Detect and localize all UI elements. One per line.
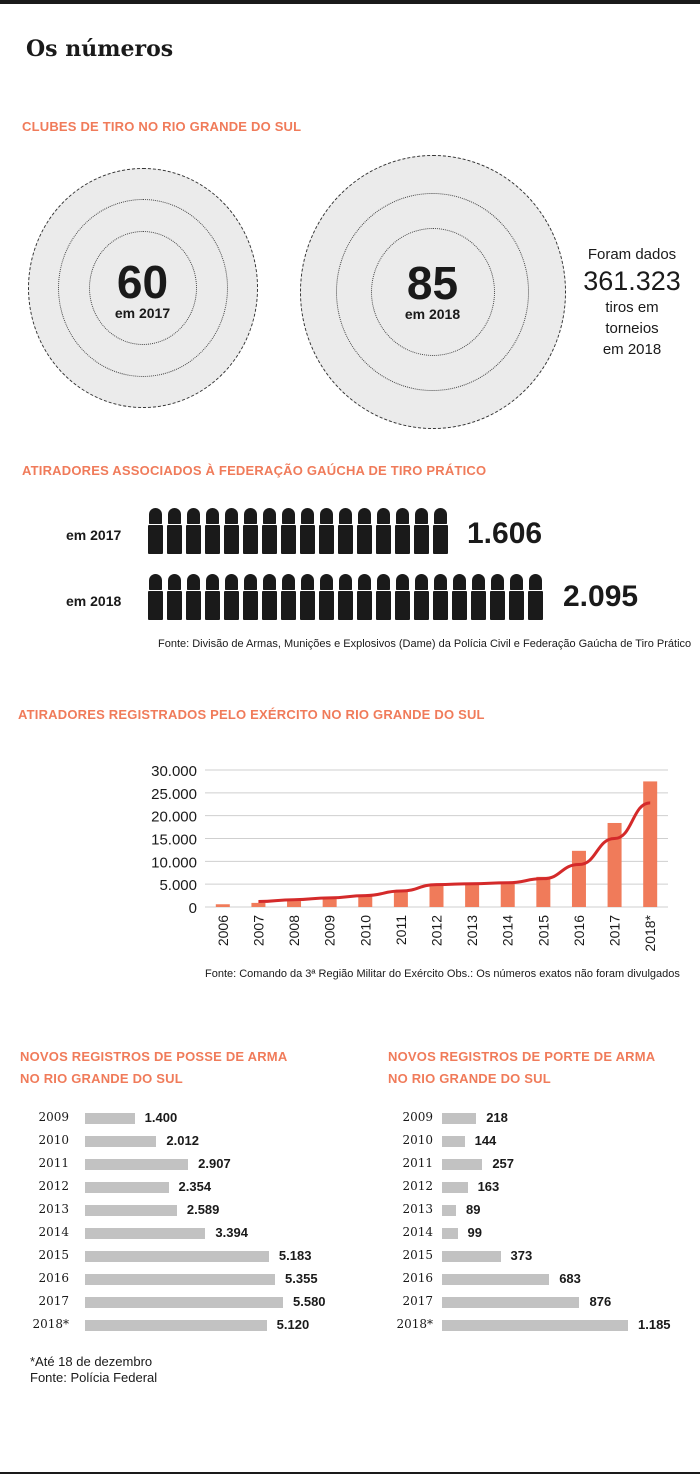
bar: [442, 1320, 628, 1331]
bar-value-label: 1.400: [144, 1110, 178, 1125]
bullet-icon: [205, 508, 220, 554]
y-tick-label: 25.000: [151, 785, 197, 803]
shots-note: [582, 244, 682, 360]
bullet-icon: [319, 508, 334, 554]
bullet-icon: [262, 574, 277, 620]
bullet-icon: [243, 574, 258, 620]
bar-value-label: 3.394: [215, 1225, 248, 1240]
bullets-2017: [148, 508, 448, 554]
page-title: Os números: [26, 36, 174, 62]
bar: [85, 1297, 283, 1308]
bar: [442, 1205, 456, 1216]
bullet-icon: [167, 508, 182, 554]
bar-category-label: 2018*: [32, 1317, 69, 1331]
bullets-2018: [148, 574, 543, 620]
posse-heading-line2: NO RIO GRANDE DO SUL: [20, 1071, 183, 1086]
bar-category-label: 2011: [402, 1156, 433, 1170]
bar-category-label: 2017: [402, 1294, 433, 1308]
bullet-icon: [528, 574, 543, 620]
target-2018-label: em 2018: [404, 306, 461, 322]
bar-value-label: 99: [467, 1225, 482, 1240]
bar: [442, 1182, 468, 1193]
x-tick-label: 2012: [428, 915, 445, 947]
bar-value-label: 218: [486, 1110, 508, 1125]
bar: [85, 1182, 169, 1193]
target-2017: [28, 168, 258, 408]
x-tick-label: 2009: [321, 915, 338, 947]
army-source: Fonte: Comando da 3ª Região Militar do Exército Obs.: Os números exatos não foram divulgados: [205, 968, 680, 980]
bar: [643, 781, 657, 907]
bar: [442, 1159, 482, 1170]
target-2018-value: 85: [406, 257, 459, 309]
bar-category-label: 2010: [38, 1133, 69, 1147]
bullet-icon: [471, 574, 486, 620]
bullet-icon: [414, 508, 429, 554]
federation-row-2018-label: em 2018: [66, 593, 122, 609]
target-2018: [300, 155, 566, 429]
bar: [85, 1159, 188, 1170]
bullet-icon: [357, 574, 372, 620]
x-tick-label: 2013: [464, 915, 481, 947]
bar: [572, 851, 586, 907]
bar: [216, 904, 230, 907]
bar: [85, 1251, 269, 1262]
shots-value: 361.323: [583, 266, 681, 296]
bar-value-label: 144: [474, 1133, 497, 1148]
porte-heading-line1: NOVOS REGISTROS DE PORTE DE ARMA: [388, 1049, 656, 1064]
bullet-icon: [338, 508, 353, 554]
footnote-source: Fonte: Polícia Federal: [30, 1370, 158, 1385]
bar: [442, 1274, 549, 1285]
clubs-heading: CLUBES DE TIRO NO RIO GRANDE DO SUL: [22, 119, 302, 134]
bar-value-label: 1.185: [638, 1317, 671, 1332]
x-tick-label: 2015: [535, 915, 552, 947]
bar-category-label: 2015: [402, 1248, 433, 1262]
bar: [442, 1136, 465, 1147]
bar-value-label: 257: [492, 1156, 515, 1171]
bullet-icon: [224, 508, 239, 554]
bar: [85, 1274, 275, 1285]
bar-value-label: 5.183: [278, 1248, 312, 1263]
bar-value-label: 876: [589, 1294, 612, 1309]
y-tick-label: 10.000: [151, 854, 197, 872]
bullet-icon: [167, 574, 182, 620]
bullet-icon: [186, 508, 201, 554]
bar-category-label: 2012: [402, 1179, 433, 1193]
y-tick-label: 0: [188, 900, 197, 917]
bullet-icon: [433, 574, 448, 620]
bar-value-label: 2.589: [186, 1202, 220, 1217]
x-tick-label: 2007: [250, 915, 267, 947]
x-tick-label: 2016: [570, 915, 587, 947]
x-tick-label: 2011: [392, 915, 409, 946]
bullet-icon: [186, 574, 201, 620]
bar: [465, 885, 479, 907]
bar: [251, 903, 265, 907]
bar-value-label: 163: [477, 1179, 500, 1194]
bar-category-label: 2018*: [396, 1317, 433, 1331]
shots-line4: em 2018: [602, 341, 662, 358]
bar-category-label: 2011: [38, 1156, 69, 1170]
bullet-icon: [376, 508, 391, 554]
bullet-icon: [243, 508, 258, 554]
bullet-icon: [300, 574, 315, 620]
federation-row-2017-value: 1.606: [467, 517, 543, 550]
bar: [430, 885, 444, 907]
bar-category-label: 2010: [402, 1133, 433, 1147]
bullet-icon: [490, 574, 505, 620]
shots-line2: tiros em: [605, 299, 659, 316]
bar: [287, 901, 301, 907]
bar: [358, 896, 372, 907]
bullet-icon: [148, 574, 163, 620]
bar: [536, 877, 550, 907]
bar: [442, 1251, 501, 1262]
bottom-rule: [0, 1472, 700, 1474]
federation-row-2018-value: 2.095: [563, 580, 639, 613]
bullet-icon: [509, 574, 524, 620]
bar: [85, 1228, 205, 1239]
bullet-icon: [376, 574, 391, 620]
x-tick-label: 2010: [357, 915, 374, 947]
federation-source: Fonte: Divisão de Armas, Munições e Explosivos (Dame) da Polícia Civil e Federação Gaúcha de Tiro Prático: [158, 638, 692, 650]
bar: [442, 1297, 579, 1308]
shots-line1: Foram dados: [587, 246, 677, 263]
bar: [608, 823, 622, 907]
y-tick-label: 15.000: [151, 831, 197, 849]
bullet-icon: [224, 574, 239, 620]
bullet-icon: [281, 574, 296, 620]
bullet-icon: [300, 508, 315, 554]
bar-category-label: 2014: [38, 1225, 69, 1239]
federation-heading: ATIRADORES ASSOCIADOS À FEDERAÇÃO GAÚCHA DE TIRO PRÁTICO: [22, 463, 487, 478]
bar-category-label: 2015: [38, 1248, 69, 1262]
bar: [323, 899, 337, 907]
footnote: *Até 18 de dezembro: [30, 1354, 153, 1369]
bar: [442, 1228, 458, 1239]
bullet-icon: [414, 574, 429, 620]
bar: [85, 1136, 156, 1147]
y-tick-label: 30.000: [151, 763, 197, 780]
bar: [501, 883, 515, 907]
x-tick-label: 2008: [286, 915, 303, 947]
bullet-icon: [433, 508, 448, 554]
bar-category-label: 2013: [38, 1202, 69, 1216]
bullet-icon: [262, 508, 277, 554]
bar-category-label: 2009: [402, 1110, 433, 1124]
bullet-icon: [148, 508, 163, 554]
bar: [85, 1205, 177, 1216]
bar-value-label: 2.907: [198, 1156, 231, 1171]
bar: [85, 1113, 135, 1124]
bullet-icon: [319, 574, 334, 620]
bar-category-label: 2012: [38, 1179, 69, 1193]
y-tick-label: 20.000: [151, 808, 197, 826]
x-tick-label: 2017: [606, 915, 623, 947]
trend-line: [258, 803, 650, 902]
target-2017-value: 60: [116, 256, 169, 308]
bar-value-label: 89: [465, 1202, 481, 1217]
bar-value-label: 2.012: [166, 1133, 199, 1148]
bullet-icon: [357, 508, 372, 554]
bar-category-label: 2014: [402, 1225, 433, 1239]
bar-category-label: 2017: [38, 1294, 69, 1308]
bar-category-label: 2016: [38, 1271, 69, 1285]
y-tick-label: 5.000: [159, 877, 197, 895]
shots-line3: torneios: [605, 320, 659, 337]
bar: [85, 1320, 267, 1331]
bar-value-label: 683: [559, 1271, 581, 1286]
bar-category-label: 2009: [38, 1110, 69, 1124]
target-2017-label: em 2017: [114, 305, 171, 321]
bullet-icon: [452, 574, 467, 620]
bar: [442, 1113, 476, 1124]
posse-heading-line1: NOVOS REGISTROS DE POSSE DE ARMA: [20, 1049, 288, 1064]
bar-value-label: 5.120: [276, 1317, 310, 1332]
x-tick-label: 2018*: [642, 915, 659, 952]
army-heading: ATIRADORES REGISTRADOS PELO EXÉRCITO NO RIO GRANDE DO SUL: [18, 707, 485, 722]
federation-row-2017-label: em 2017: [66, 527, 122, 543]
bar-value-label: 5.580: [293, 1294, 326, 1309]
porte-heading-line2: NO RIO GRANDE DO SUL: [388, 1071, 551, 1086]
bullet-icon: [395, 508, 410, 554]
bar-value-label: 373: [510, 1248, 533, 1263]
x-tick-label: 2006: [214, 915, 231, 947]
army-chart: [130, 755, 690, 975]
x-tick-label: 2014: [499, 915, 516, 947]
bar-value-label: 2.354: [178, 1179, 212, 1194]
bullet-icon: [205, 574, 220, 620]
top-rule: [0, 0, 700, 4]
bullet-icon: [281, 508, 296, 554]
bullet-icon: [338, 574, 353, 620]
bullet-icon: [395, 574, 410, 620]
bar-category-label: 2016: [402, 1271, 433, 1285]
bar-value-label: 5.355: [285, 1271, 318, 1286]
bar-category-label: 2013: [402, 1202, 433, 1216]
